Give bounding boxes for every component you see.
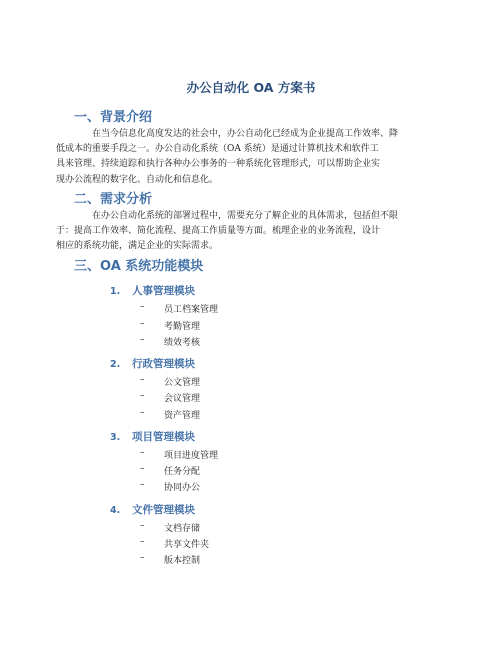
- module-title: 行政管理模块: [132, 358, 195, 370]
- section-paragraph-requirements: [56, 209, 434, 255]
- paragraph-line: 相应的系统功能，满足企业的实际需求。: [56, 241, 219, 252]
- module-number: 4.: [110, 505, 121, 516]
- module-title: 项目管理模块: [132, 431, 195, 443]
- paragraph-line: 现办公流程的数字化、自动化和信息化。: [56, 174, 219, 185]
- module-number: 1.: [110, 286, 121, 297]
- module-heading-admin: [110, 356, 195, 371]
- module-heading-project: [110, 429, 195, 444]
- bullet-dash: –: [140, 391, 145, 401]
- paragraph-line: 在办公自动化系统的部署过程中，需要充分了解企业的具体需求，包括但不限: [92, 211, 399, 221]
- bullet-dash: –: [140, 448, 145, 458]
- bullet-dash: –: [140, 537, 145, 547]
- module-heading-hr: [110, 283, 195, 298]
- document-page: 办公自动化 OA 方案书 一、背景介绍 在当今信息化高度发达的社会中，办公自动化已经成为企业提高工作效率、降 低成本的重要手段之一。办公自动化系统（OA 系统）是通过计算机技术和软件工 具来管理、持续追踪和执行各种办公事务的一种系统化管理形式，可以帮助企业实 现办公流程的数字化、自动化和信息化。 二、需求分析 在办公自动化系统的部署过程中，需要充分了解企业的具体需求，包括但不限 于：提高工作效率、简化流程、提高工作质量等方面。梳理企业的业务流程，设计 相应的系统功能，满足企业的实际需求。 三、OA 系统功能模块 1. 人事管理模块 – 员工档案管理 – 考勤管理 – 绩效考核 2. 行政管理模块 – 公文管理 – 会议管理 – 资产管理 3. 项目管理模块 – 项目进度管理 – 任务分配 – 协同办公 4. 文件管理模块 – 文档存储 – 共享文件夹 – 版本控制: [0, 0, 502, 649]
- bullet-dash: –: [140, 335, 145, 345]
- module-title: 人事管理模块: [132, 285, 195, 297]
- bullet-dash: –: [140, 553, 145, 563]
- module-number: 2.: [110, 359, 121, 370]
- paragraph-line: 低成本的重要手段之一。办公自动化系统（OA 系统）是通过计算机技术和软件工: [56, 144, 379, 155]
- section-paragraph-background: [56, 127, 434, 188]
- bullet-dash: –: [140, 480, 145, 490]
- paragraph-line: 在当今信息化高度发达的社会中，办公自动化已经成为企业提高工作效率、降: [92, 129, 399, 139]
- document-title: 办公自动化 OA 方案书: [186, 80, 316, 95]
- bullet-dash: –: [140, 319, 145, 329]
- section-heading-requirements: 二、需求分析: [74, 192, 153, 207]
- module-heading-files: [110, 502, 195, 517]
- paragraph-line: 于：提高工作效率、简化流程、提高工作质量等方面。梳理企业的业务流程，设计: [56, 226, 381, 237]
- bullet-dash: –: [140, 521, 145, 531]
- module-number: 3.: [110, 432, 121, 443]
- bullet-dash: –: [140, 464, 145, 474]
- bullet-dash: –: [140, 375, 145, 385]
- section-heading-modules: 三、OA 系统功能模块: [74, 259, 204, 274]
- section-heading-background: 一、背景介绍: [74, 110, 153, 125]
- paragraph-line: 具来管理、持续追踪和执行各种办公事务的一种系统化管理形式，可以帮助企业实: [56, 159, 381, 170]
- bullet-dash: –: [140, 302, 145, 312]
- module-title: 文件管理模块: [132, 504, 195, 516]
- bullet-dash: –: [140, 408, 145, 418]
